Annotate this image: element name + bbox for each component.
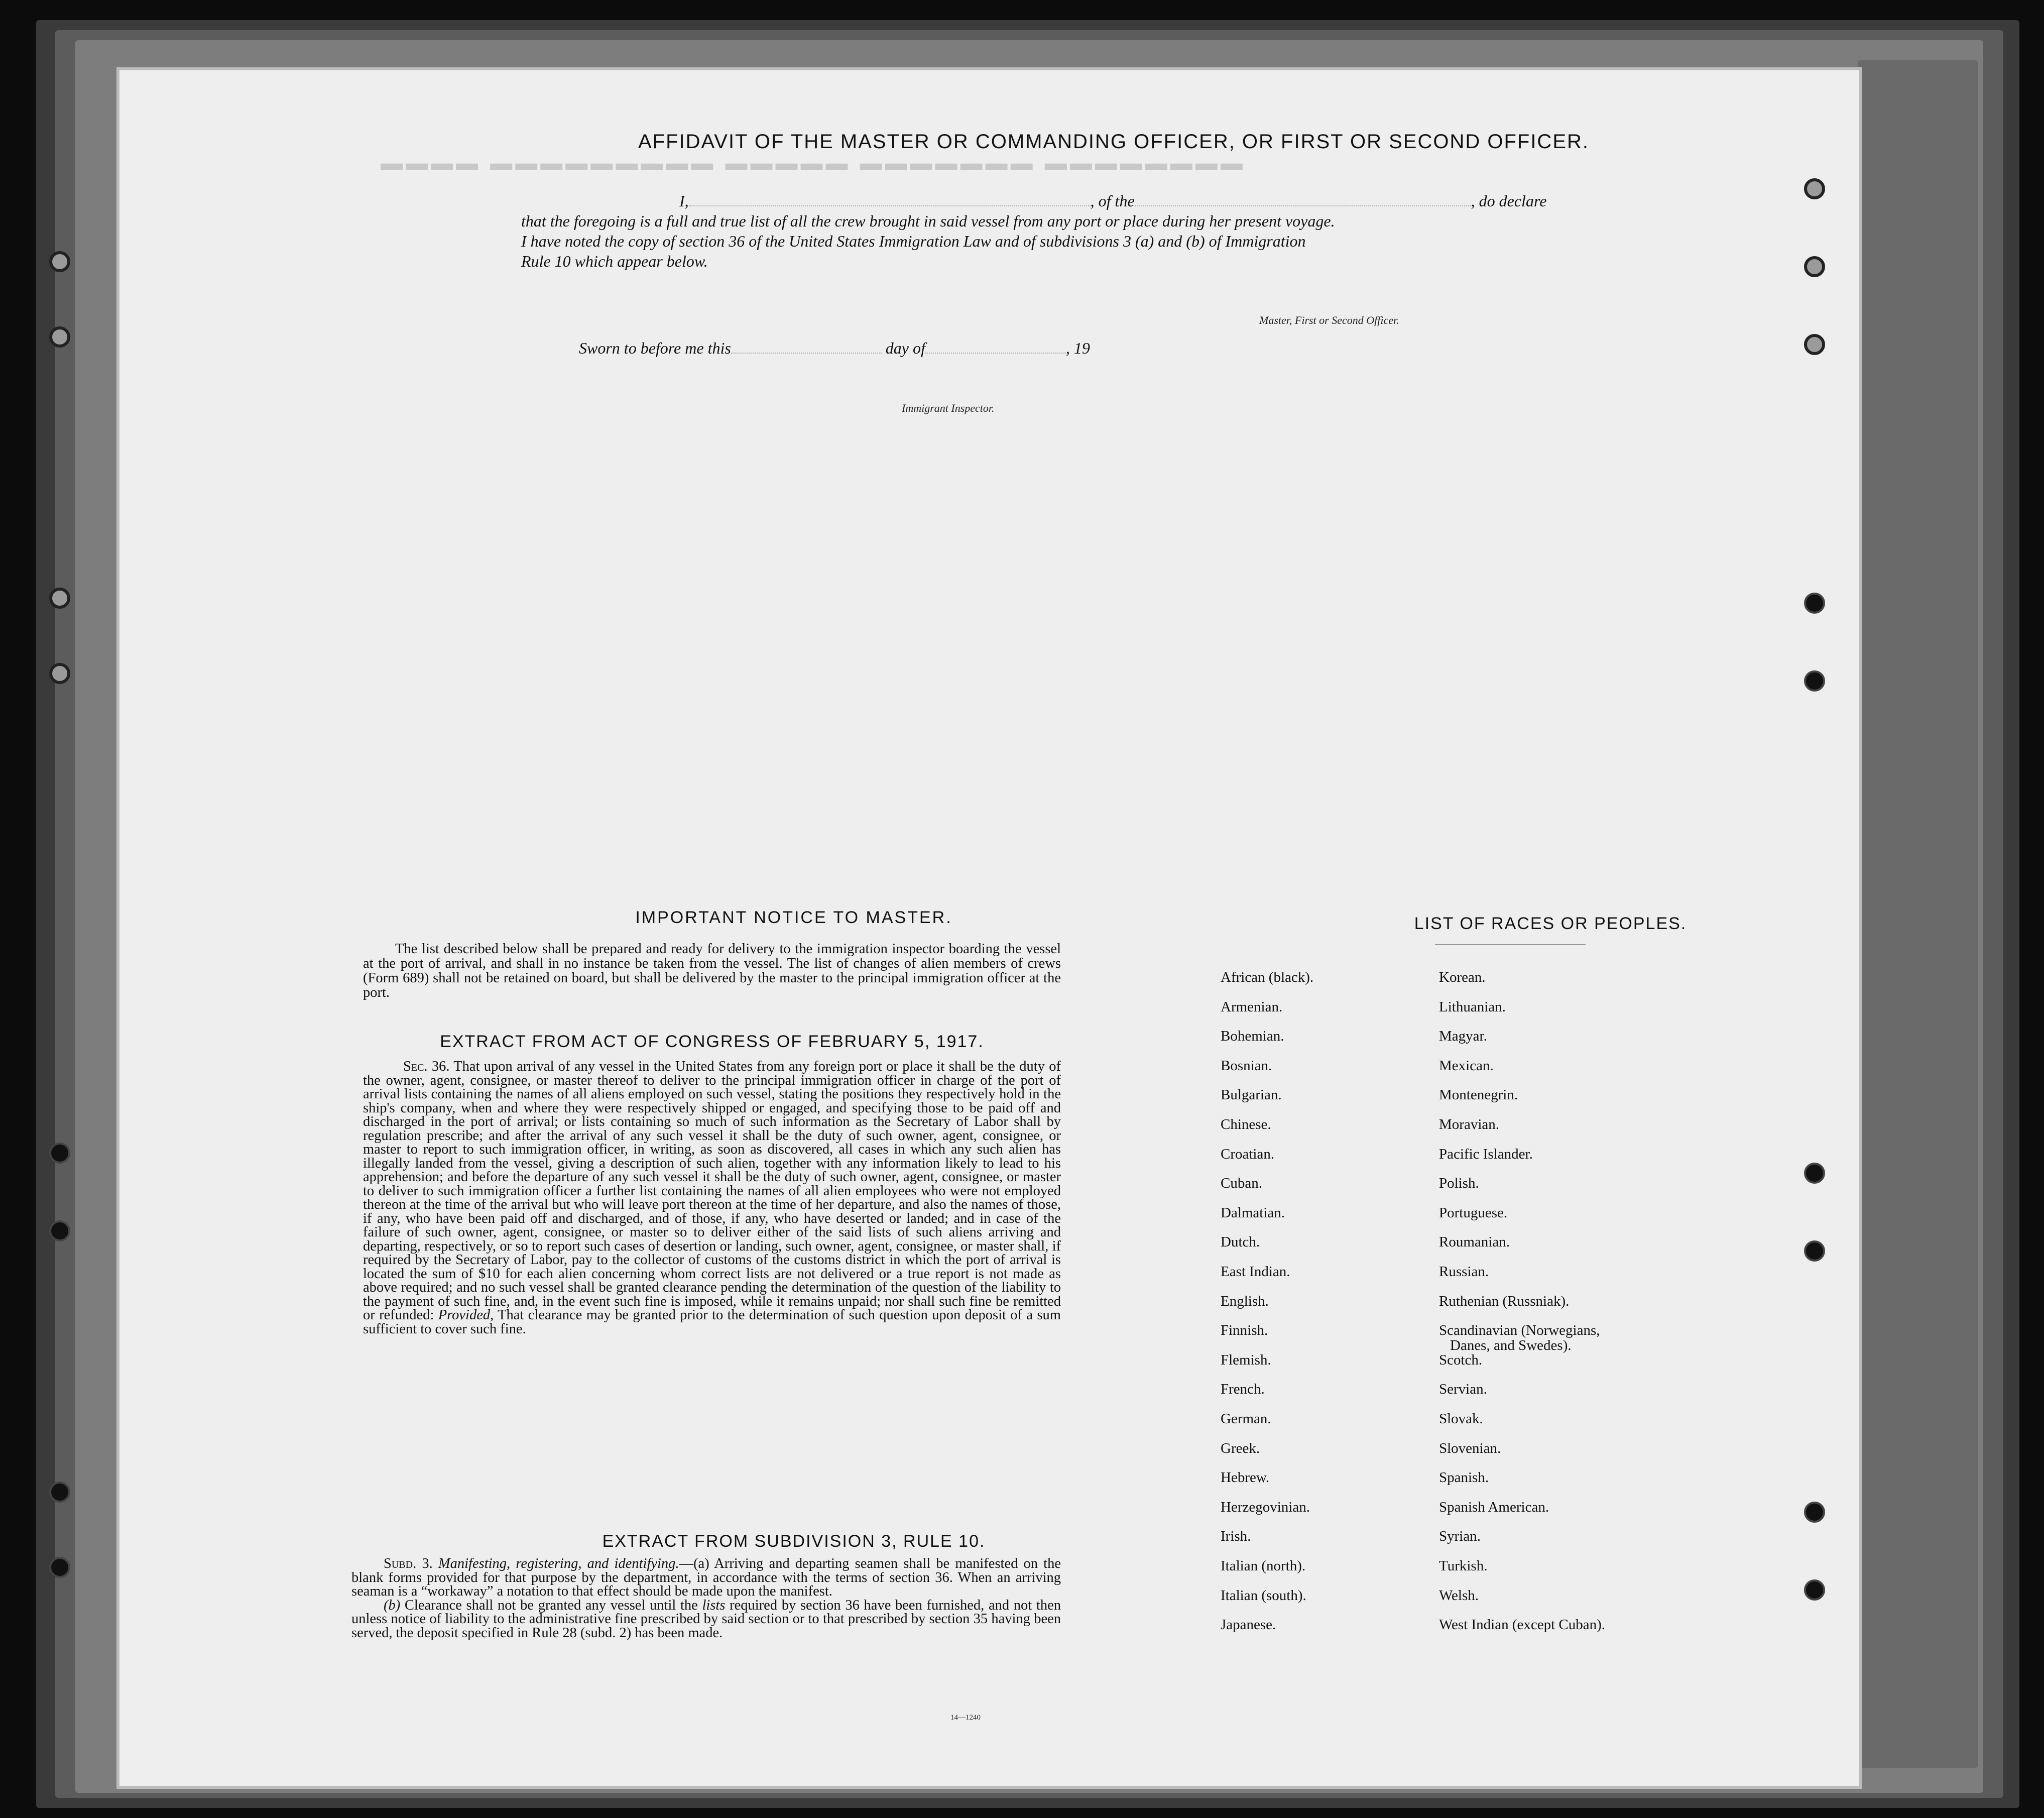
race-item: Bosnian. bbox=[1221, 1057, 1272, 1074]
page-stack-edge bbox=[1858, 60, 1978, 1768]
sworn-day-blank bbox=[731, 353, 882, 354]
punch-hole bbox=[1804, 1502, 1825, 1523]
notice-body: The list described below shall be prepared and ready for delivery to the immigration inspector boarding the vessel at the port of arrival, and shall in no instance be taken from the vessel. The list of changes of alien members of crews (Form 689) shall not be retained on board, but shall be delivered by the master to the principal immigration officer at the port. bbox=[363, 941, 1061, 1000]
punch-hole bbox=[49, 326, 70, 348]
race-item: Bohemian. bbox=[1221, 1028, 1284, 1045]
race-item: Spanish. bbox=[1439, 1469, 1489, 1486]
race-item: Servian. bbox=[1439, 1381, 1487, 1398]
race-item: Flemish. bbox=[1221, 1351, 1271, 1368]
name-blank bbox=[689, 205, 1091, 206]
race-item: Armenian. bbox=[1221, 998, 1283, 1015]
race-item: Spanish American. bbox=[1439, 1499, 1549, 1515]
race-item: Syrian. bbox=[1439, 1528, 1481, 1545]
inspector-signature-label: Immigrant Inspector. bbox=[902, 402, 995, 414]
punch-hole bbox=[49, 663, 70, 684]
affidavit-title: AFFIDAVIT OF THE MASTER OR COMMANDING OFFICER, OR FIRST OR SECOND OFFICER. bbox=[638, 131, 1589, 153]
act-extract-title: EXTRACT FROM ACT OF CONGRESS OF FEBRUARY 5, 1917. bbox=[440, 1032, 984, 1051]
race-item: Italian (north). bbox=[1221, 1558, 1306, 1574]
race-item: Herzegovinian. bbox=[1221, 1499, 1310, 1515]
race-item: Magyar. bbox=[1439, 1028, 1487, 1045]
punch-hole bbox=[1804, 256, 1825, 277]
race-item: West Indian (except Cuban). bbox=[1439, 1617, 1606, 1633]
race-item: Slovak. bbox=[1439, 1411, 1483, 1427]
punch-hole bbox=[49, 588, 70, 609]
subdivision-a: Subd. 3. Manifesting, registering, and identifying.—(a) Arriving and departing seamen shall be manifested on the blank forms provided for that purpose by the department, in accordance with the terms of section 36. When an arriving seaman is a “workaway” a notation to that effect should be made upon the manifest. bbox=[351, 1556, 1061, 1599]
race-item: Cuban. bbox=[1221, 1175, 1262, 1192]
subdivision-b: (b) Clearance shall not be granted any vessel until the lists required by section 36 have been furnished, and not then unless notice of liability to the administrative fine prescribed by said section or to that prescribed by section 35 having been served, the deposit specified in Rule 28 (subd. 2) has been made. bbox=[351, 1597, 1061, 1641]
race-item: Montenegrin. bbox=[1439, 1087, 1518, 1103]
vessel-blank bbox=[1135, 205, 1471, 206]
race-item: Croatian. bbox=[1221, 1146, 1275, 1162]
race-item: Moravian. bbox=[1439, 1116, 1499, 1132]
sworn-month-blank bbox=[925, 353, 1066, 354]
race-item: Danes, and Swedes). bbox=[1450, 1337, 1572, 1354]
form-number: 14—1240 bbox=[950, 1714, 981, 1722]
affidavit-line-2: that the foregoing is a full and true list of all the crew brought in said vessel from any port or place during her present voyage. bbox=[521, 212, 1335, 230]
punch-hole bbox=[1804, 1240, 1825, 1262]
punch-hole bbox=[1804, 1163, 1825, 1184]
master-signature-label: Master, First or Second Officer. bbox=[1259, 314, 1399, 326]
race-item: German. bbox=[1221, 1411, 1271, 1427]
race-item: Mexican. bbox=[1439, 1057, 1494, 1074]
affidavit-line-1: I, , of the , do declare bbox=[679, 192, 1547, 210]
race-item: Dalmatian. bbox=[1221, 1204, 1285, 1221]
punch-hole bbox=[1804, 334, 1825, 355]
race-item: Italian (south). bbox=[1221, 1587, 1306, 1604]
race-item: Turkish. bbox=[1439, 1558, 1488, 1574]
punch-hole bbox=[1804, 1579, 1825, 1601]
race-item: Scotch. bbox=[1439, 1351, 1483, 1368]
punch-hole bbox=[1804, 178, 1825, 199]
affidavit-line-4: Rule 10 which appear below. bbox=[521, 252, 708, 270]
race-item: Korean. bbox=[1439, 969, 1486, 985]
race-item: African (black). bbox=[1221, 969, 1314, 985]
race-item: Hebrew. bbox=[1221, 1469, 1270, 1486]
race-item: Chinese. bbox=[1221, 1116, 1271, 1132]
affidavit-line-3: I have noted the copy of section 36 of the United States Immigration Law and of subdivisions 3 (a) and (b) of Immigration bbox=[521, 232, 1306, 250]
document-page bbox=[119, 70, 1859, 1786]
punch-hole bbox=[1804, 593, 1825, 614]
punch-hole bbox=[49, 1220, 70, 1241]
race-item: English. bbox=[1221, 1293, 1269, 1309]
affidavit-body bbox=[521, 191, 1601, 271]
race-item: Pacific Islander. bbox=[1439, 1146, 1533, 1162]
punch-hole bbox=[49, 1557, 70, 1578]
sworn-line: Sworn to before me this day of , 19 bbox=[579, 339, 1090, 357]
section-36-text: Sec. 36. That upon arrival of any vessel in the United States from any foreign port or place it shall be the duty of the owner, agent, consignee, or master thereof to deliver to the principal immigration officer in charge of the port of arrival lists containing the names of all aliens employed on such vessel, stating the positions they respectively hold in the ship's company, when and where they were respectively shipped or engaged, and specifying those to be paid off and discharged in the port of arrival; or lists containing so much of such information as the Secretary of Labor shall by regulation prescribe; and after the arrival of any such vessel it shall be the duty of such owner, agent, consignee, or master to report to such immigration officer, in writing, as soon as discovered, all cases in which any such alien has illegally landed from the vessel, giving a description of such alien, together with any information likely to lead to his apprehension; and before the departure of any such vessel it shall be the duty of such owner, agent, consignee, or master to deliver to such immigration officer a further list containing the names of all alien employees who were not employed thereon at the time of the arrival but who will leave port thereon at the time of her departure, and also the names of those, if any, who have been paid off and discharged, and of those, if any, who have deserted or landed; and in case of the failure of such owner, agent, consignee, or master so to deliver either of the said lists of such aliens arriving and departing, respectively, or so to report such cases of desertion or landing, such owner, agent, consignee, or master shall, if required by the Secretary of Labor, pay to the collector of customs of the customs district in which the port of arrival is located the sum of $10 for each alien concerning whom correct lists are not delivered or a true report is not made as above required; and no such vessel shall be granted clearance pending the determination of the question of the liability to the payment of such fine, and, in the event such fine is imposed, while it remains unpaid; nor shall such fine be remitted or refunded: Provided, That clearance may be granted prior to the determination of such question upon deposit of a sum sufficient to cover such fine. bbox=[363, 1059, 1061, 1337]
race-item: Slovenian. bbox=[1439, 1440, 1501, 1456]
race-item: Ruthenian (Russniak). bbox=[1439, 1293, 1570, 1309]
race-item: Portuguese. bbox=[1439, 1204, 1508, 1221]
punch-hole bbox=[49, 1143, 70, 1164]
race-item: Polish. bbox=[1439, 1175, 1479, 1192]
punch-hole bbox=[49, 1482, 70, 1503]
race-item: East Indian. bbox=[1221, 1264, 1290, 1280]
race-item: Irish. bbox=[1221, 1528, 1251, 1545]
bleed-through-heading: ▬▬▬▬ ▬▬▬▬▬▬▬▬▬ ▬▬▬▬▬ ▬▬▬▬▬▬▬ ▬▬▬▬▬▬▬▬ bbox=[381, 151, 1246, 175]
race-item: Russian. bbox=[1439, 1264, 1489, 1280]
race-item: Greek. bbox=[1221, 1440, 1260, 1456]
notice-title: IMPORTANT NOTICE TO MASTER. bbox=[635, 908, 952, 927]
punch-hole bbox=[49, 251, 70, 272]
race-item: Finnish. bbox=[1221, 1322, 1268, 1339]
race-item: French. bbox=[1221, 1381, 1265, 1398]
races-divider bbox=[1435, 944, 1586, 945]
race-item: Bulgarian. bbox=[1221, 1087, 1282, 1103]
rule-extract-title: EXTRACT FROM SUBDIVISION 3, RULE 10. bbox=[602, 1532, 986, 1551]
race-item: Japanese. bbox=[1221, 1617, 1276, 1633]
rule-10-text bbox=[351, 1557, 1061, 1640]
punch-hole bbox=[1804, 670, 1825, 692]
races-title: LIST OF RACES OR PEOPLES. bbox=[1414, 914, 1687, 933]
race-item: Scandinavian (Norwegians, bbox=[1439, 1322, 1600, 1339]
race-item: Roumanian. bbox=[1439, 1234, 1510, 1251]
race-item: Lithuanian. bbox=[1439, 998, 1506, 1015]
race-item: Dutch. bbox=[1221, 1234, 1260, 1251]
race-item: Welsh. bbox=[1439, 1587, 1479, 1604]
